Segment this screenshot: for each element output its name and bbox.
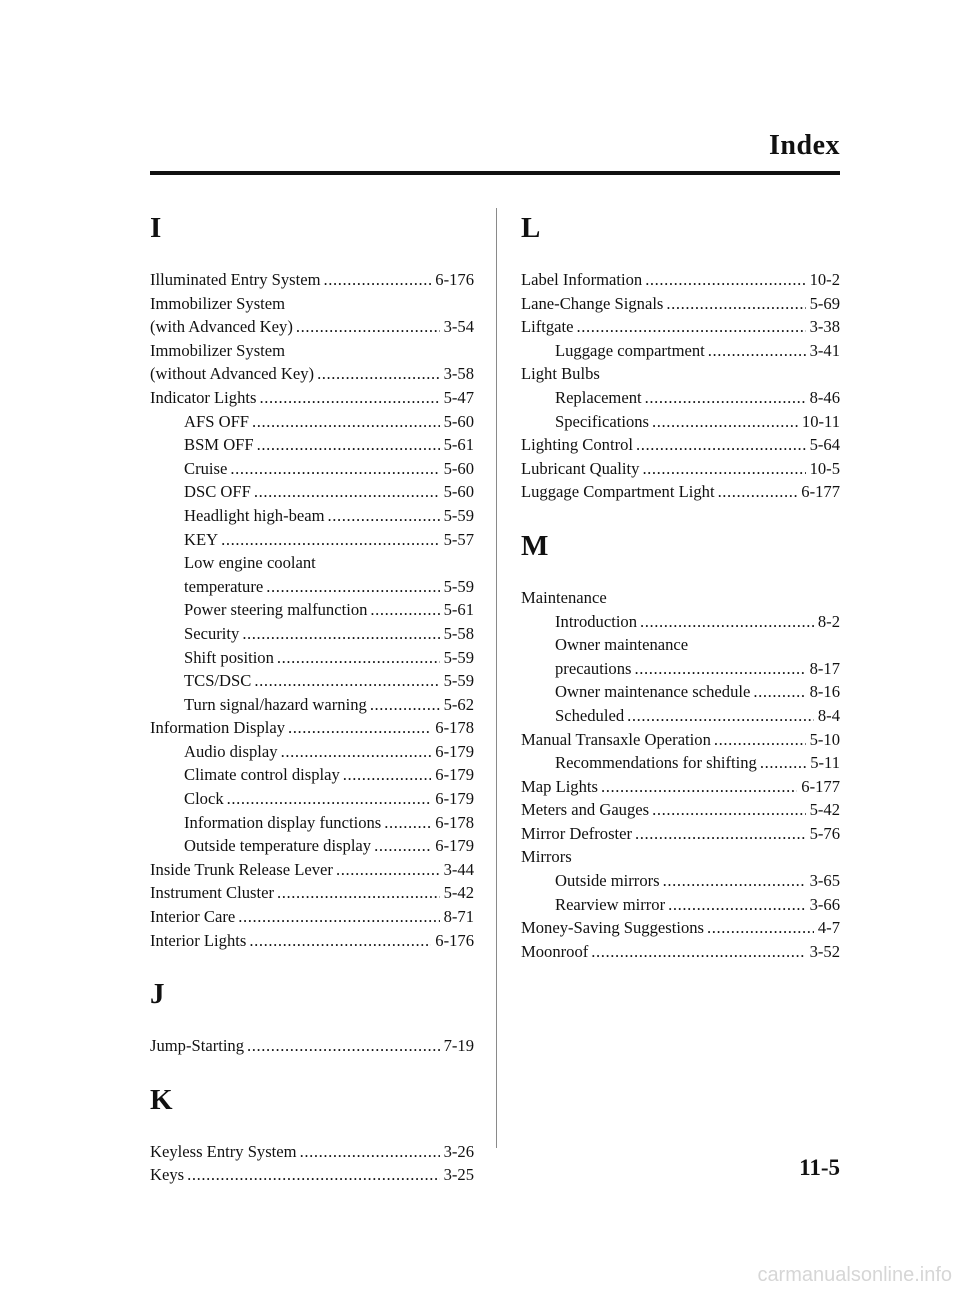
entry-page-ref: 3-52	[809, 941, 840, 961]
index-subentry	[150, 693, 474, 717]
dot-leader	[577, 315, 806, 339]
dot-leader	[760, 751, 806, 775]
index-section-l	[521, 212, 840, 504]
entry-term: Climate control display	[184, 765, 340, 785]
index-subentry	[150, 646, 474, 670]
entry-term: Information Display	[150, 718, 286, 738]
dot-leader	[254, 480, 440, 504]
entry-page-ref: 10-2	[809, 270, 840, 289]
entry-page-ref: 5-69	[809, 293, 840, 313]
dot-leader	[636, 433, 806, 457]
dot-leader	[384, 811, 431, 835]
entry-term: Security	[184, 623, 240, 643]
entry-term: Low engine coolant	[184, 553, 316, 573]
page-number: 11-5	[799, 1155, 840, 1180]
index-subentry	[521, 751, 840, 775]
entry-term: Illuminated Entry System	[150, 270, 321, 289]
dot-leader	[249, 929, 431, 953]
entry-term: Specifications	[555, 411, 650, 431]
index-entry	[150, 268, 474, 292]
entry-page-ref: 6-177	[801, 482, 840, 502]
index-entry	[150, 1163, 474, 1187]
index-subentry	[150, 504, 474, 528]
entry-term: Recommendations for shifting	[555, 753, 757, 773]
entry-page-ref: 5-42	[809, 800, 840, 820]
index-subentry	[150, 740, 474, 764]
entry-page-ref: 5-62	[443, 694, 474, 714]
dot-leader	[254, 669, 439, 693]
dot-leader	[343, 763, 432, 787]
entry-term: Cruise	[184, 458, 228, 478]
index-entry	[150, 315, 474, 339]
index-entry	[150, 339, 474, 363]
dot-leader	[242, 622, 439, 646]
section-letter: K	[150, 1083, 173, 1116]
entry-page-ref: 6-179	[435, 836, 474, 856]
index-subentry	[150, 811, 474, 835]
index-entry	[150, 386, 474, 410]
entry-term: Luggage compartment	[555, 340, 705, 360]
index-subentry	[150, 763, 474, 787]
index-subentry	[521, 657, 840, 681]
dot-leader	[642, 457, 805, 481]
section-letter: I	[150, 212, 162, 244]
entry-term: Jump-Starting	[150, 1036, 245, 1056]
index-entry	[521, 775, 840, 799]
entry-page-ref: 10-5	[809, 458, 840, 478]
entry-term: Mirrors	[521, 847, 572, 867]
dot-leader	[663, 869, 806, 893]
entry-page-ref: 6-176	[435, 270, 474, 289]
entry-term: Interior Care	[150, 907, 236, 927]
index-entry	[150, 858, 474, 882]
dot-leader	[230, 457, 439, 481]
entry-term: TCS/DSC	[184, 671, 252, 691]
entry-page-ref: 5-76	[809, 823, 840, 843]
dot-leader	[266, 575, 439, 599]
entry-page-ref: 5-59	[443, 505, 474, 525]
entry-page-ref: 3-41	[809, 340, 840, 360]
entry-page-ref: 5-60	[443, 482, 474, 502]
index-entry	[521, 315, 840, 339]
entry-term: Liftgate	[521, 317, 574, 337]
entry-page-ref: 5-57	[443, 529, 474, 549]
entry-term: Light Bulbs	[521, 364, 600, 384]
dot-leader	[281, 740, 432, 764]
dot-leader	[238, 905, 439, 929]
header-rule	[150, 171, 840, 175]
entry-page-ref: 10-11	[801, 411, 840, 431]
entry-term: Money-Saving Suggestions	[521, 918, 704, 938]
entry-page-ref: 7-19	[443, 1036, 474, 1056]
entry-term: precautions	[555, 658, 632, 678]
entry-term: BSM OFF	[184, 435, 254, 455]
index-subentry	[521, 610, 840, 634]
entry-page-ref: 6-179	[435, 789, 474, 809]
dot-leader	[374, 834, 431, 858]
index-entry	[521, 728, 840, 752]
dot-leader	[718, 480, 798, 504]
entry-page-ref: 5-61	[443, 435, 474, 455]
index-section-i	[150, 212, 474, 952]
dot-leader	[370, 693, 440, 717]
section-letter: L	[521, 212, 541, 244]
dot-leader	[300, 1140, 440, 1164]
index-section-k	[150, 1084, 474, 1187]
index-column-right	[521, 212, 840, 963]
entry-page-ref: 8-46	[809, 387, 840, 407]
entry-term: Lighting Control	[521, 435, 634, 455]
entry-term: Information display functions	[184, 812, 382, 832]
entry-page-ref: 8-17	[809, 658, 840, 678]
dot-leader	[645, 386, 806, 410]
dot-leader	[227, 787, 432, 811]
index-entry	[521, 586, 840, 610]
entry-page-ref: 6-178	[435, 718, 474, 738]
entry-page-ref: 5-58	[443, 623, 474, 643]
watermark: carmanualsonline.info	[757, 1264, 952, 1286]
entry-term: Manual Transaxle Operation	[521, 729, 711, 749]
entry-term: Maintenance	[521, 587, 607, 607]
dot-leader	[652, 410, 798, 434]
entry-term: Instrument Cluster	[150, 883, 274, 903]
entry-term: Power steering malfunction	[184, 600, 368, 620]
entry-term: Interior Lights	[150, 930, 247, 950]
dot-leader	[666, 292, 805, 316]
dot-leader	[370, 598, 439, 622]
entry-term: Headlight high-beam	[184, 505, 325, 525]
dot-leader	[317, 362, 440, 386]
index-entry	[521, 822, 840, 846]
entry-term: Audio display	[184, 741, 278, 761]
dot-leader	[591, 940, 805, 964]
index-subentry	[150, 480, 474, 504]
dot-leader	[277, 881, 440, 905]
dot-leader	[708, 339, 806, 363]
entry-term: Outside temperature display	[184, 836, 372, 856]
entry-page-ref: 5-60	[443, 411, 474, 431]
entry-page-ref: 3-38	[809, 317, 840, 337]
index-column-left	[150, 212, 474, 1187]
index-entry	[521, 433, 840, 457]
index-section-m	[521, 530, 840, 964]
entry-page-ref: 6-178	[435, 812, 474, 832]
index-entry	[521, 292, 840, 316]
index-subentry	[521, 704, 840, 728]
entry-term: Map Lights	[521, 776, 598, 796]
entry-term: Indicator Lights	[150, 387, 257, 407]
index-subentry	[150, 410, 474, 434]
dot-leader	[635, 657, 806, 681]
dot-leader	[645, 268, 805, 292]
entry-term: DSC OFF	[184, 482, 251, 502]
index-subentry	[150, 433, 474, 457]
index-entry	[150, 1034, 474, 1058]
index-entry	[521, 916, 840, 940]
dot-leader	[324, 268, 432, 292]
index-entry	[150, 929, 474, 953]
index-subentry	[150, 575, 474, 599]
dot-leader	[277, 646, 440, 670]
entry-term: AFS OFF	[184, 411, 250, 431]
entry-page-ref: 5-59	[443, 647, 474, 667]
index-entry	[150, 905, 474, 929]
dot-leader	[714, 728, 806, 752]
dot-leader	[187, 1163, 439, 1187]
entry-page-ref: 5-42	[443, 883, 474, 903]
entry-term: Scheduled	[555, 705, 625, 725]
entry-page-ref: 5-61	[443, 600, 474, 620]
entry-term: Label Information	[521, 270, 643, 289]
section-letter: M	[521, 529, 549, 562]
index-subentry	[150, 787, 474, 811]
entry-term: Keyless Entry System	[150, 1141, 297, 1161]
dot-leader	[601, 775, 797, 799]
entry-term: temperature	[184, 576, 264, 596]
entry-page-ref: 3-54	[443, 317, 474, 337]
index-entry	[150, 1140, 474, 1164]
entry-page-ref: 3-44	[443, 859, 474, 879]
dot-leader	[257, 433, 440, 457]
entry-page-ref: 5-59	[443, 576, 474, 596]
column-divider	[496, 208, 497, 1148]
index-entry	[521, 480, 840, 504]
dot-leader	[668, 893, 805, 917]
entry-term: Immobilizer System	[150, 293, 286, 313]
index-subentry	[150, 551, 474, 575]
dot-leader	[247, 1034, 440, 1058]
dot-leader	[296, 315, 440, 339]
entry-term: Moonroof	[521, 941, 589, 961]
entry-page-ref: 8-2	[817, 611, 840, 631]
entry-term: Keys	[150, 1165, 185, 1185]
entry-page-ref: 8-4	[817, 705, 840, 725]
dot-leader	[640, 610, 814, 634]
entry-page-ref: 6-177	[801, 776, 840, 796]
entry-term: Luggage Compartment Light	[521, 482, 715, 502]
index-entry	[150, 362, 474, 386]
entry-term: Clock	[184, 789, 224, 809]
entry-term: Turn signal/hazard warning	[184, 694, 367, 714]
entry-term: (without Advanced Key)	[150, 364, 315, 384]
entry-page-ref: 8-16	[809, 682, 840, 702]
index-subentry	[521, 410, 840, 434]
index-subentry	[521, 339, 840, 363]
page-header-title: Index	[769, 130, 840, 161]
index-subentry	[521, 386, 840, 410]
dot-leader	[221, 528, 439, 552]
index-subentry	[150, 457, 474, 481]
entry-page-ref: 5-10	[809, 729, 840, 749]
dot-leader	[288, 716, 431, 740]
entry-page-ref: 6-179	[435, 741, 474, 761]
index-entry	[521, 798, 840, 822]
dot-leader	[707, 916, 814, 940]
dot-leader	[252, 410, 440, 434]
dot-leader	[336, 858, 440, 882]
entry-term: Introduction	[555, 611, 638, 631]
entry-term: Immobilizer System	[150, 340, 286, 360]
entry-page-ref: 4-7	[817, 918, 840, 938]
dot-leader	[328, 504, 440, 528]
entry-term: Meters and Gauges	[521, 800, 650, 820]
entry-term: Outside mirrors	[555, 871, 660, 891]
entry-page-ref: 3-65	[809, 871, 840, 891]
index-subentry	[150, 598, 474, 622]
dot-leader	[652, 798, 805, 822]
index-entry	[521, 362, 840, 386]
index-subentry	[150, 622, 474, 646]
index-entry	[150, 716, 474, 740]
entry-page-ref: 6-179	[435, 765, 474, 785]
entry-page-ref: 5-11	[810, 753, 840, 773]
index-subentry	[150, 834, 474, 858]
entry-term: Mirror Defroster	[521, 823, 633, 843]
index-subentry	[150, 528, 474, 552]
index-entry	[521, 940, 840, 964]
entry-term: Replacement	[555, 387, 642, 407]
entry-term: (with Advanced Key)	[150, 317, 293, 337]
index-entry	[521, 845, 840, 869]
entry-term: Shift position	[184, 647, 274, 667]
index-entry	[521, 268, 840, 292]
entry-term: Rearview mirror	[555, 894, 666, 914]
index-subentry	[150, 669, 474, 693]
entry-term: Lubricant Quality	[521, 458, 640, 478]
entry-term: KEY	[184, 529, 219, 549]
index-entry	[150, 881, 474, 905]
index-section-j	[150, 978, 474, 1058]
dot-leader	[635, 822, 806, 846]
entry-page-ref: 3-25	[443, 1165, 474, 1185]
entry-page-ref: 8-71	[443, 907, 474, 927]
index-entry	[521, 457, 840, 481]
entry-page-ref: 3-66	[809, 894, 840, 914]
dot-leader	[259, 386, 439, 410]
entry-page-ref: 5-47	[443, 387, 474, 407]
index-subentry	[521, 869, 840, 893]
entry-page-ref: 5-59	[443, 671, 474, 691]
section-letter: J	[150, 978, 165, 1011]
entry-term: Lane-Change Signals	[521, 293, 664, 313]
dot-leader	[627, 704, 814, 728]
entry-page-ref: 3-26	[443, 1141, 474, 1161]
entry-page-ref: 5-60	[443, 458, 474, 478]
entry-page-ref: 3-58	[443, 364, 474, 384]
index-subentry	[521, 893, 840, 917]
entry-page-ref: 6-176	[435, 930, 474, 950]
entry-term: Owner maintenance	[555, 635, 689, 655]
index-subentry	[521, 680, 840, 704]
index-subentry	[521, 633, 840, 657]
dot-leader	[753, 680, 805, 704]
entry-term: Owner maintenance schedule	[555, 682, 751, 702]
index-entry	[150, 292, 474, 316]
entry-page-ref: 5-64	[809, 435, 840, 455]
entry-term: Inside Trunk Release Lever	[150, 859, 333, 879]
